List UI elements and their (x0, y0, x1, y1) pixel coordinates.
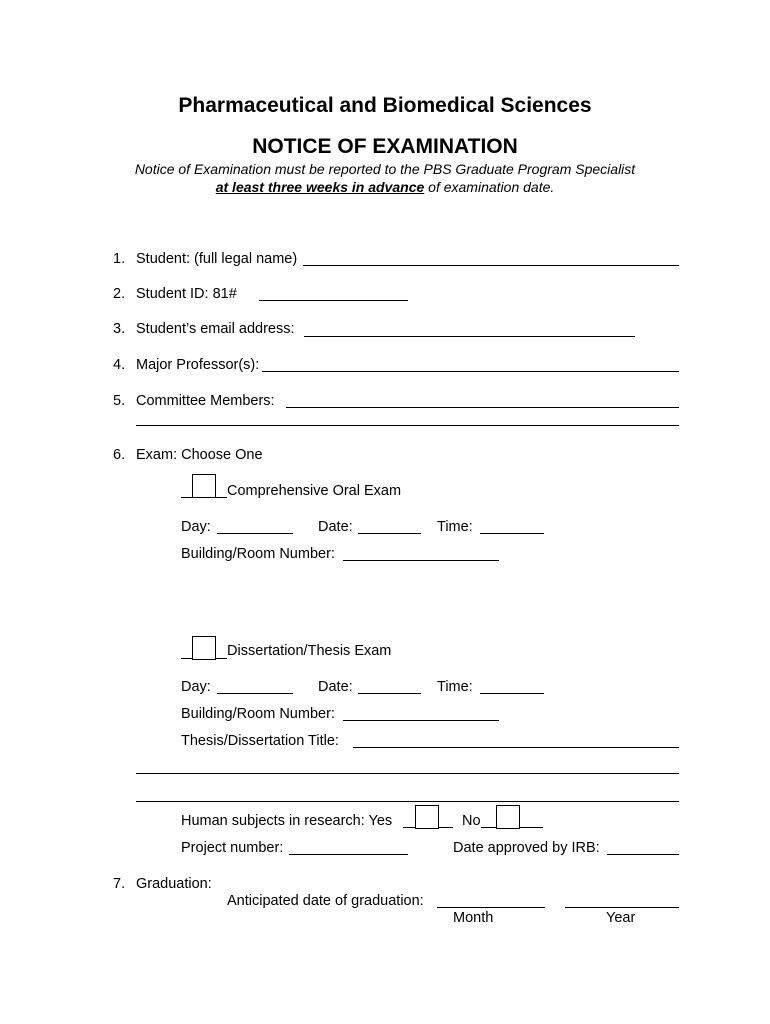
item-number-6: 6. (113, 447, 126, 463)
notice-line-2-rest: of examination date. (424, 179, 555, 195)
thesis-title-field-2[interactable] (136, 773, 679, 774)
notice-line-1: Notice of Examination must be reported to the PBS Graduate Program Specialist (134, 161, 636, 177)
item-number-7: 7. (113, 876, 126, 892)
comp-room-label: Building/Room Number: (181, 546, 335, 562)
comprehensive-checkbox[interactable] (192, 474, 216, 498)
diss-day-label: Day: (181, 679, 211, 695)
irb-date-field[interactable] (607, 854, 679, 855)
notice-deadline: at least three weeks in advance (215, 179, 425, 195)
diss-room-field[interactable] (343, 720, 499, 721)
major-professor-field[interactable] (262, 371, 679, 372)
graduation-year-field[interactable] (565, 907, 679, 908)
comp-date-field[interactable] (358, 533, 421, 534)
thesis-title-field-3[interactable] (136, 801, 679, 802)
item-number-2: 2. (113, 286, 126, 302)
committee-field-2[interactable] (136, 425, 679, 426)
form-title: NOTICE OF EXAMINATION (252, 135, 518, 158)
comp-time-label: Time: (437, 519, 473, 535)
notice-line-2 (0, 179, 770, 195)
month-caption: Month (453, 910, 494, 926)
project-number-label: Project number: (181, 840, 284, 856)
thesis-title-label: Thesis/Dissertation Title: (181, 733, 339, 749)
graduation-month-field[interactable] (437, 907, 545, 908)
diss-time-field[interactable] (480, 693, 544, 694)
student-id-field[interactable] (259, 300, 408, 301)
dissertation-checkbox[interactable] (192, 636, 216, 660)
comp-date-label: Date: (318, 519, 353, 535)
email-field[interactable] (304, 336, 635, 337)
comprehensive-option-label: Comprehensive Oral Exam (227, 483, 402, 499)
committee-label: Committee Members: (136, 393, 275, 409)
project-number-field[interactable] (289, 854, 408, 855)
human-subjects-label: Human subjects in research: Yes (181, 813, 393, 829)
diss-day-field[interactable] (217, 693, 293, 694)
human-no-label: No (462, 813, 481, 829)
item-number-4: 4. (113, 357, 126, 373)
student-name-field[interactable] (303, 265, 679, 266)
item-number-5: 5. (113, 393, 126, 409)
graduation-label: Graduation: (136, 876, 212, 892)
comp-room-field[interactable] (343, 560, 499, 561)
email-label: Student’s email address: (136, 321, 295, 337)
item-number-1: 1. (113, 251, 126, 267)
comp-day-label: Day: (181, 519, 211, 535)
comp-day-field[interactable] (217, 533, 293, 534)
human-no-checkbox[interactable] (496, 805, 520, 829)
student-name-label: Student: (full legal name) (136, 251, 298, 267)
committee-field-1[interactable] (286, 407, 679, 408)
major-professor-label: Major Professor(s): (136, 357, 260, 373)
student-id-label: Student ID: 81# (136, 286, 237, 302)
year-caption: Year (606, 910, 636, 926)
diss-time-label: Time: (437, 679, 473, 695)
item-number-3: 3. (113, 321, 126, 337)
human-yes-checkbox[interactable] (415, 805, 439, 829)
comp-time-field[interactable] (480, 533, 544, 534)
dissertation-option-label: Dissertation/Thesis Exam (227, 643, 392, 659)
page-title: Pharmaceutical and Biomedical Sciences (178, 94, 592, 117)
diss-room-label: Building/Room Number: (181, 706, 335, 722)
diss-date-field[interactable] (358, 693, 421, 694)
thesis-title-field-1[interactable] (353, 747, 679, 748)
diss-date-label: Date: (318, 679, 353, 695)
anticipated-date-label: Anticipated date of graduation: (227, 893, 424, 909)
irb-date-label: Date approved by IRB: (453, 840, 600, 856)
exam-label: Exam: Choose One (136, 447, 263, 463)
